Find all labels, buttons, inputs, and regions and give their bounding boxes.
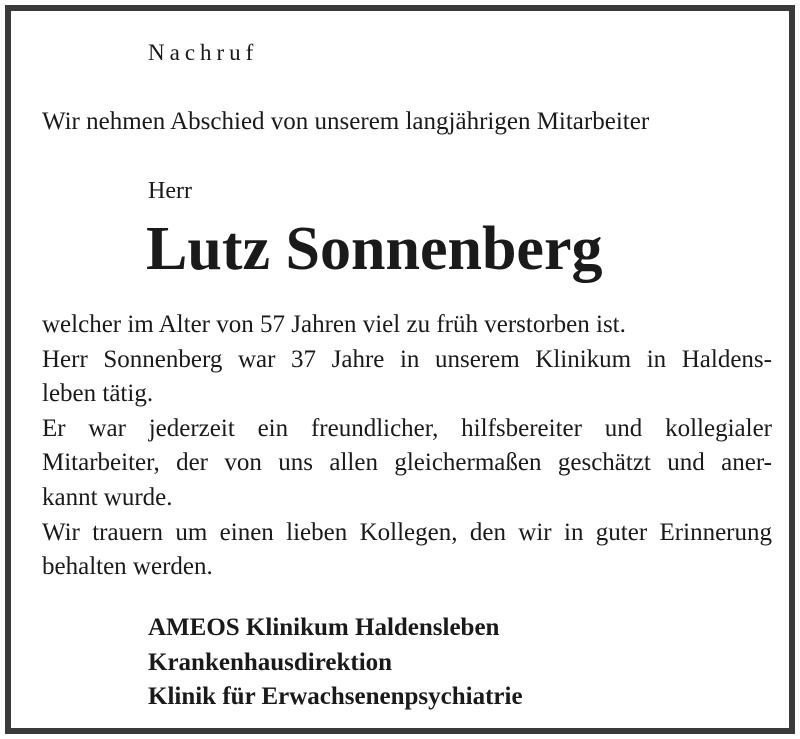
notice-heading: Nachruf	[148, 40, 259, 65]
body-line: Herr Sonnenberg war 37 Jahre in unserem Klinikum in Haldens-	[42, 345, 772, 373]
body-line: Wir trauern um einen lieben Kollegen, den wir in guter Erinnerung	[42, 518, 772, 546]
body-text	[42, 308, 772, 585]
intro-text: Wir nehmen Abschied von unserem langjährigen Mitarbeiter	[42, 108, 650, 135]
clinic-name: Klinik für Erwachsenenpsychiatrie	[148, 683, 523, 711]
body-line: behalten werden.	[42, 553, 213, 581]
body-line: welcher im Alter von 57 Jahren viel zu früh verstorben ist.	[42, 311, 626, 338]
body-line: Er war jederzeit ein freundlicher, hilfsbereiter und kollegialer	[42, 414, 772, 442]
salutation: Herr	[148, 178, 192, 204]
obituary-notice	[5, 5, 795, 734]
organization-name: AMEOS Klinikum Haldensleben	[148, 614, 500, 641]
body-line: kannt wurde.	[42, 483, 173, 511]
body-line: Mitarbeiter, der von uns allen gleichermaßen geschätzt und aner-	[42, 449, 772, 477]
department-name: Krankenhausdirektion	[148, 648, 393, 676]
deceased-name: Lutz Sonnenberg	[146, 215, 603, 283]
body-line: leben tätig.	[42, 380, 154, 408]
signature-block	[148, 611, 523, 715]
